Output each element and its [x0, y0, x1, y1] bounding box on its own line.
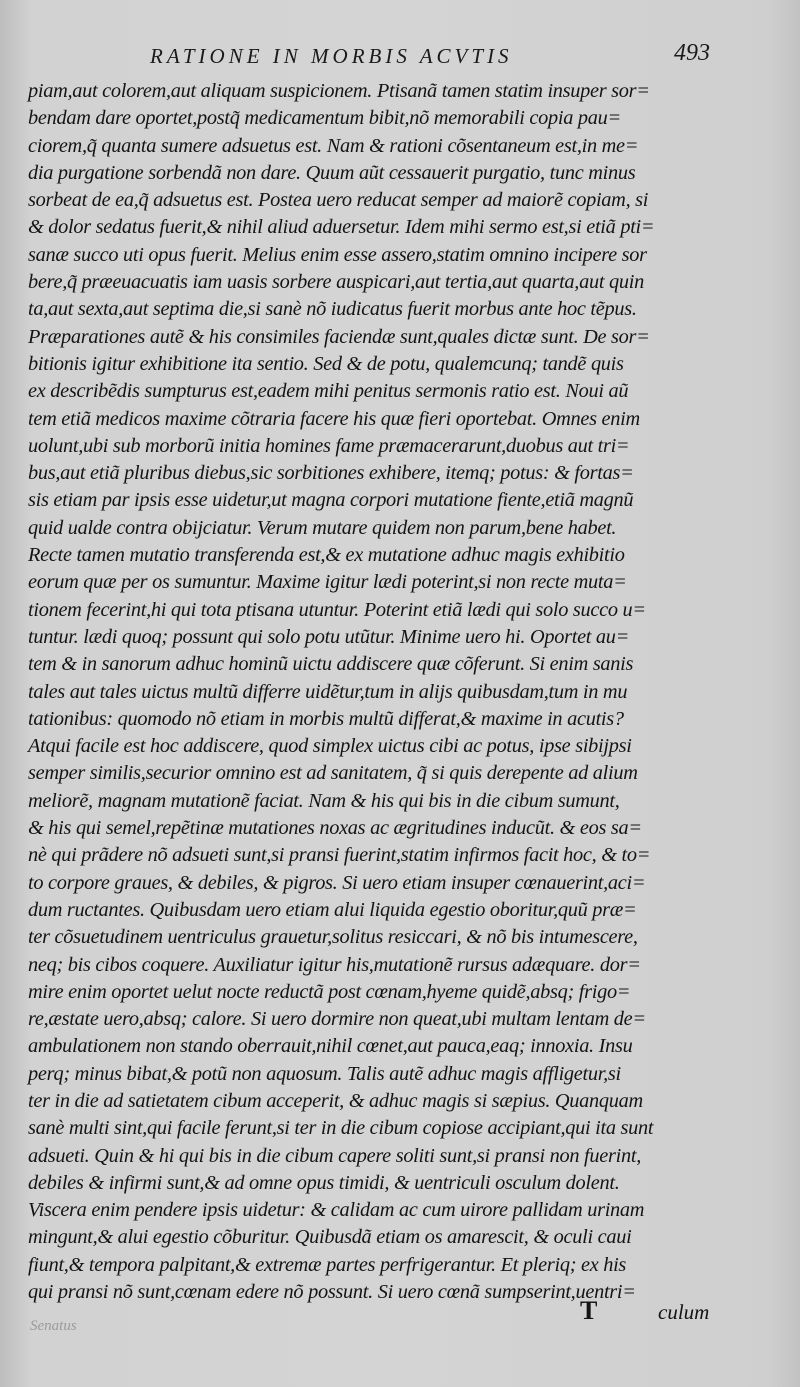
text-line: sanè multi sint,qui facile ferunt,si ter in die cibum copiose accipiant,qui ita sunt — [28, 1117, 654, 1140]
text-line: Recte tamen mutatio transferenda est,& ex mutatione adhuc magis exhibitio — [28, 544, 625, 567]
page-number: 493 — [674, 40, 710, 66]
text-line: adsueti. Quin & hi qui bis in die cibum capere soliti sunt,si pransi non fuerint, — [28, 1144, 641, 1167]
text-line: sorbeat de ea,q̃ adsuetus est. Postea uero reducat semper ad maiorẽ copiam, si — [28, 189, 649, 212]
text-line: ta,aut sexta,aut septima die,si sanè nõ iudicatus fuerit morbus ante hoc tẽpus. — [28, 298, 637, 321]
text-line: to corpore graues, & debiles, & pigros. Si uero etiam insuper cœnauerint,aci= — [28, 871, 646, 894]
signature-mark: T — [580, 1296, 598, 1325]
text-line: fiunt,& tempora palpitant,& extremæ partes perfrigerantur. Et pleriq; ex his — [28, 1253, 627, 1276]
page-footer — [0, 1296, 800, 1324]
text-line: bere,q̃ præeuacuatis iam uasis sorbere auspicari,aut tertia,aut quarta,aut quin — [28, 271, 644, 294]
text-line: Præparationes autẽ & his consimiles faciendæ sunt,quales dictæ sunt. De sor= — [28, 325, 650, 348]
catchword: culum — [658, 1300, 710, 1324]
text-line: Atqui facile est hoc addiscere, quod simplex uictus cibi ac potus, ipse sibijpsi — [28, 735, 632, 758]
text-line: ambulationem non stando oberrauit,nihil cœnet,aut pauca,eaq; innoxia. Insu — [28, 1035, 633, 1058]
text-line: & his qui semel,repẽtinæ mutationes noxas ac ægritudines inducũt. & eos sa= — [28, 817, 642, 840]
running-title: RATIONE IN MORBIS ACVTIS — [150, 44, 513, 68]
text-line: qui pransi nõ sunt,cœnam edere nõ possunt. Si uero cœnã sumpserint,uentri= — [28, 1281, 636, 1304]
text-line: tionem fecerint,hi qui tota ptisana utuntur. Poterint etiã lædi qui solo succo u= — [28, 598, 646, 621]
text-line: tales aut tales uictus multũ differre uidẽtur,tum in alijs quibusdam,tum in mu — [28, 680, 628, 703]
text-line: sis etiam par ipsis esse uidetur,ut magna corpori mutatione fiente,etiã magnũ — [28, 489, 634, 512]
text-line: piam,aut colorem,aut aliquam suspicionem. Ptisanã tamen statim insuper sor= — [28, 80, 650, 102]
text-line: meliorẽ, magnam mutationẽ faciat. Nam & his qui bis in die cibum sumunt, — [28, 789, 620, 812]
text-line: bitionis igitur exhibitione ita sentio. Sed & de potu, qualemcunq; tandẽ quis — [28, 352, 624, 375]
text-line: tem etiã medicos maxime cõtraria facere his quæ fieri oportebat. Omnes enim — [28, 407, 640, 430]
text-line: tuntur. lædi quoq; possunt qui solo potu utũtur. Minime uero hi. Oportet au= — [28, 625, 630, 648]
text-line: neq; bis cibos coquere. Auxiliatur igitur his,mutationẽ rursus adæquare. dor= — [28, 953, 641, 976]
text-line: ter cõsuetudinem uentriculus grauetur,solitus resiccari, & nõ bis intumescere, — [28, 926, 638, 949]
text-line: dia purgatione sorbendã non dare. Quum aũt cessauerit purgatio, tunc minus — [28, 161, 636, 184]
text-line: tationibus: quomodo nõ etiam in morbis multũ differat,& maxime in acutis? — [28, 707, 624, 730]
text-line: sanæ succo uti opus fuerit. Melius enim esse assero,statim omnino incipere sor — [28, 243, 647, 266]
text-line: mire enim oportet uelut nocte reductã post cœnam,hyeme quidẽ,absq; frigo= — [28, 980, 631, 1003]
text-line: debiles & infirmi sunt,& ad omne opus timidi, & uentriculi osculum dolent. — [28, 1171, 620, 1194]
text-line: bus,aut etiã pluribus diebus,sic sorbitiones exhibere, itemq; potus: & fortas= — [28, 462, 634, 485]
text-line: mingunt,& alui egestio cõburitur. Quibusdã etiam os amarescit, & oculi caui — [28, 1226, 632, 1249]
text-line: quid ualde contra obijciatur. Verum mutare quidem non parum,bene habet. — [28, 516, 617, 539]
text-line: bendam dare oportet,postq̃ medicamentum bibit,nõ memorabili copia pau= — [28, 107, 621, 130]
text-line: semper similis,securior omnino est ad sanitatem, q̃ si quis derepente ad alium — [28, 762, 638, 785]
text-line: ciorem,q̃ quanta sumere adsuetus est. Nam & rationi cõsentaneum est,in me= — [28, 134, 639, 157]
text-line: ex describẽdis sumpturus est,eadem mihi penitus sermonis ratio est. Noui aũ — [28, 380, 629, 403]
body-text — [28, 78, 792, 1306]
text-line: eorum quæ per os sumuntur. Maxime igitur lædi poterint,si non recte muta= — [28, 571, 627, 594]
text-line: uolunt,ubi sub morborũ initia homines fame præmacerarunt,duobus aut tri= — [28, 434, 630, 457]
text-line: ter in die ad satietatem cibum acceperit, & adhuc magis si sæpius. Quanquam — [28, 1089, 643, 1112]
text-line: perq; minus bibat,& potũ non aquosum. Talis autẽ adhuc magis affligetur,si — [28, 1062, 621, 1085]
library-stamp: Senatus — [30, 1318, 77, 1334]
running-head — [0, 38, 800, 68]
text-line: & dolor sedatus fuerit,& nihil aliud aduersetur. Idem mihi sermo est,si etiã pti= — [28, 216, 655, 239]
text-line: tem & in sanorum adhuc hominũ uictu addiscere quæ cõferunt. Si enim sanis — [28, 653, 634, 676]
text-line: re,æstate uero,absq; calore. Si uero dormire non queat,ubi multam lentam de= — [28, 1008, 646, 1031]
text-line: dum ructantes. Quibusdam uero etiam alui liquida egestio oboritur,quũ præ= — [28, 898, 637, 921]
text-line: nè qui prãdere nõ adsueti sunt,si pransi fuerint,statim infirmos facit hoc, & to= — [28, 844, 651, 867]
text-line: Viscera enim pendere ipsis uidetur: & calidam ac cum uirore pallidam urinam — [28, 1199, 645, 1222]
